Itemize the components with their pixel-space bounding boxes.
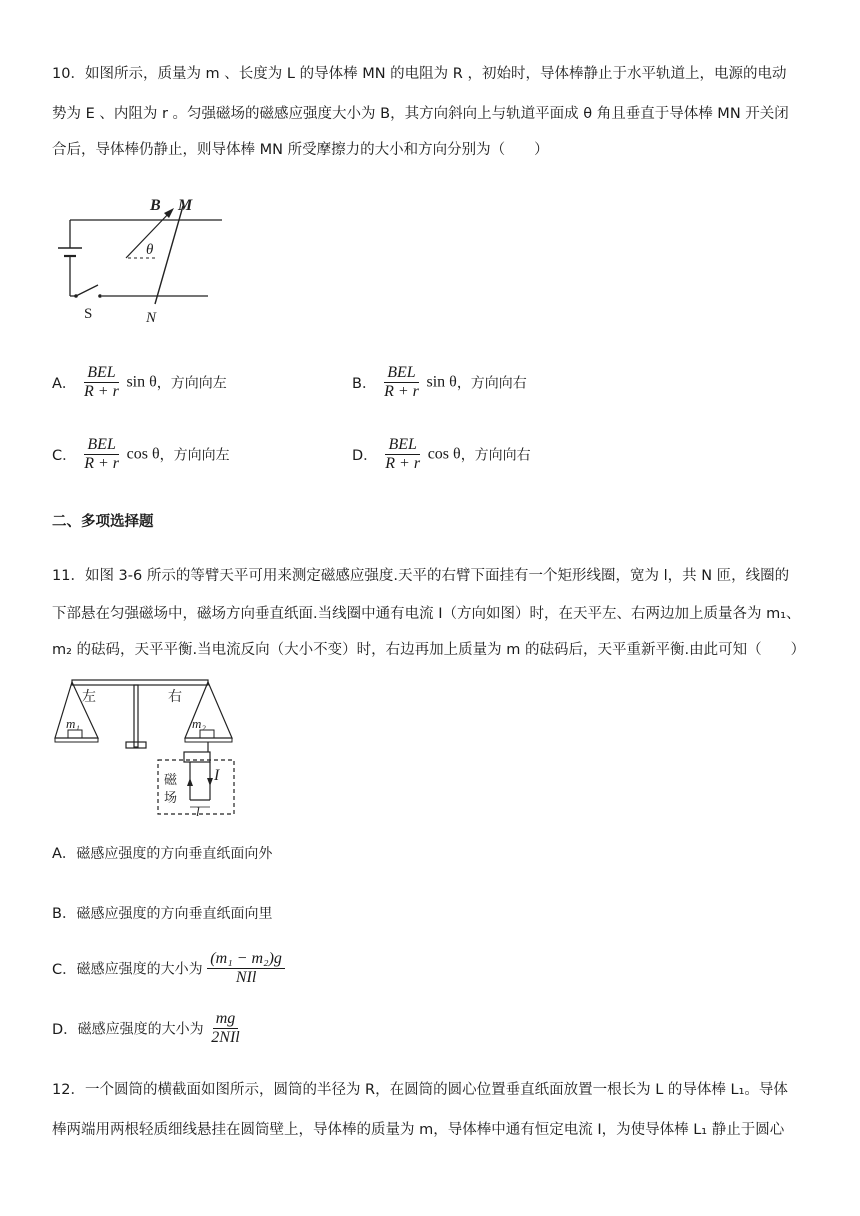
q11-text-line-3: m₂ 的砝码，天平平衡.当电流反向（大小不变）时，右边再加上质量为 m 的砝码后，天平重新平衡.由此可知（ ）	[52, 642, 806, 658]
rod-mn	[155, 206, 183, 304]
label-right: 右	[168, 690, 182, 705]
section-heading-multiple-choice: 二、多项选择题	[52, 514, 154, 530]
q10-circuit-diagram	[52, 192, 232, 324]
label-B: B	[150, 197, 161, 214]
switch-blade	[76, 285, 98, 296]
q11-text-line-2: 下部悬在匀强磁场中，磁场方向垂直纸面.当线圈中通有电流 I（方向如图）时，在天平左、右两边加上质量各为 m₁、	[52, 606, 801, 622]
q11-option-d[interactable]: D．磁感应强度的大小为 $\frac{mg}{\text{2NIl}}$	[52, 1010, 240, 1046]
label-width-l: l	[196, 804, 200, 818]
label-left: 左	[82, 690, 96, 705]
q10-text-line-3: 合后，导体棒仍静止，则导体棒 MN 所受摩擦力的大小和方向分别为（ ）	[52, 142, 549, 158]
q10-option-c[interactable]: C． $\frac{\text{BEL}}{R + r}$ cos θ，方向向左	[52, 436, 230, 472]
label-field-2: 场	[164, 790, 178, 805]
q11-option-a[interactable]: A．磁感应强度的方向垂直纸面向外	[52, 846, 273, 862]
q12-text-line-1: 12．一个圆筒的横截面如图所示，圆筒的半径为 R，在圆筒的圆心位置垂直纸面放置一根长为 L 的导体棒 L₁。导体	[52, 1082, 788, 1098]
label-m2: m₂	[192, 716, 206, 731]
q10-text-line-1: 10．如图所示，质量为 m 、长度为 L 的导体棒 MN 的电阻为 R ，初始时，导体棒静止于水平轨道上，电源的电动	[52, 66, 787, 82]
q11-balance-diagram	[52, 676, 242, 818]
label-current-I: I	[214, 767, 220, 784]
q11-option-b[interactable]: B．磁感应强度的方向垂直纸面向里	[52, 906, 273, 922]
q10-text-line-2: 势为 E 、内阻为 r 。匀强磁场的磁感应强度大小为 B，其方向斜向上与轨道平面成 θ 角且垂直于导体棒 MN 开关闭	[52, 106, 789, 122]
label-field-1: 磁	[164, 772, 178, 787]
label-S: S	[84, 306, 93, 322]
label-M: M	[178, 197, 193, 214]
q11-text-line-1: 11．如图 3-6 所示的等臂天平可用来测定磁感应强度.天平的右臂下面挂有一个矩形线圈，宽为 l，共 N 匝，线圈的	[52, 568, 790, 584]
label-theta: θ	[146, 242, 154, 258]
q11-option-c[interactable]: C．磁感应强度的大小为 $\frac{\text{(m₁ − m₂)g}}{\text{NIl}}$	[52, 950, 285, 987]
q10-option-d[interactable]: D． $\frac{\text{BEL}}{R + r}$ cos θ，方向向右	[352, 436, 531, 472]
q10-option-b[interactable]: B． $\frac{\text{BEL}}{R + r}$ sin θ，方向向右	[352, 364, 527, 400]
q12-text-line-2: 棒两端用两根轻质细线悬挂在圆筒壁上，导体棒的质量为 m，导体棒中通有恒定电流 I，为使导体棒 L₁ 静止于圆心	[52, 1122, 785, 1138]
label-m1: m₁	[66, 716, 80, 731]
q10-option-a[interactable]: A． $\frac{\text{BEL}}{R + r}$ sin θ，方向向左	[52, 364, 227, 400]
label-N: N	[146, 310, 157, 324]
